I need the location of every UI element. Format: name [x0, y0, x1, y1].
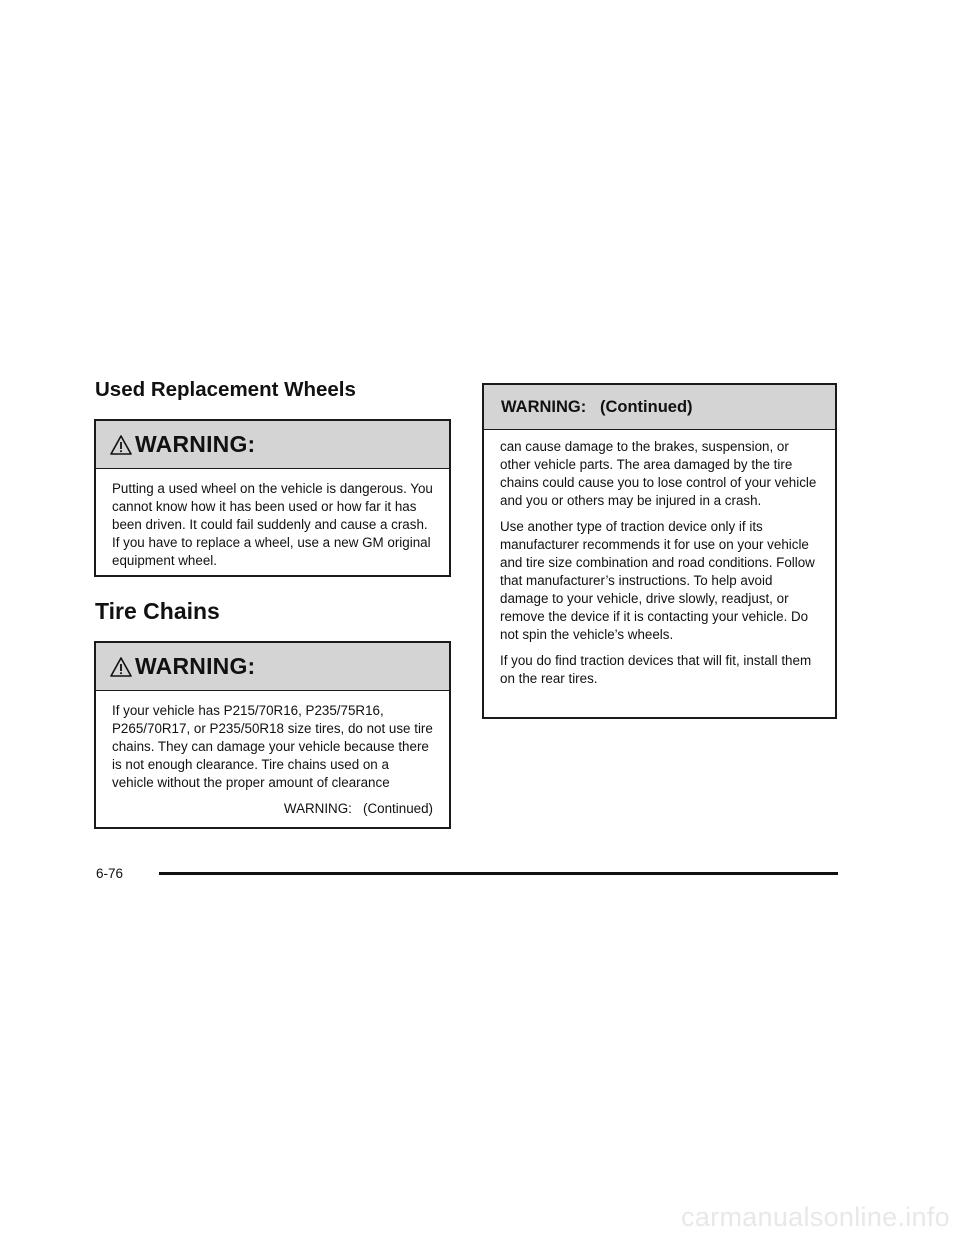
warning-text: If your vehicle has P215/70R16, P235/75R16, P265/70R17, or P235/50R18 size tires, do not use tire chains. They can damage your vehicle because there is not enough clearance. Tire chains used on a vehicle without the proper amount of clearance: [112, 703, 433, 790]
section-heading-tire-chains: Tire Chains: [95, 598, 220, 624]
warning-box-continued: [482, 383, 837, 719]
warning-triangle-icon: [110, 434, 132, 456]
warning-box-tire-chains: [94, 641, 451, 829]
warning-continued-note: WARNING: (Continued): [283, 801, 433, 816]
warning-box-used-wheels: [94, 419, 451, 577]
page-number: 6-76: [96, 866, 124, 881]
watermark: carmanualsonline.info: [681, 1202, 950, 1232]
warning-triangle-icon: [110, 656, 132, 678]
warning-header: [96, 643, 449, 691]
warning-title: WARNING:: [135, 431, 256, 457]
warning-paragraph: Use another type of traction device only if its manufacturer recommends it for use on your vehicle and tire size combination and road conditions. Follow that manufacturer’s instructions. To help avoid damage to your vehicle, drive slowly, readjust, or remove the device if it is contacting your vehicle. Do not spin the vehicle’s wheels.: [500, 519, 815, 642]
footer-rule: [159, 872, 838, 875]
warning-header: [96, 421, 449, 469]
warning-body: [96, 691, 449, 818]
warning-paragraph: If you do find traction devices that will fit, install them on the rear tires.: [500, 653, 812, 686]
warning-continued-body: [484, 430, 835, 688]
warning-continued-header: [484, 385, 835, 430]
warning-text: Putting a used wheel on the vehicle is dangerous. You cannot know how it has been used or how far it has been driven. It could fail suddenly and cause a crash. If you have to replace a wheel, use a new GM original equipment wheel.: [112, 481, 433, 568]
warning-title: WARNING:: [135, 653, 256, 679]
warning-continued-title: WARNING: (Continued): [501, 397, 693, 416]
warning-body: [96, 469, 449, 570]
warning-paragraph: can cause damage to the brakes, suspension, or other vehicle parts. The area damaged by the tire chains could cause you to lose control of your vehicle and you or others may be injured in a crash.: [500, 439, 817, 508]
section-heading-used-replacement-wheels: Used Replacement Wheels: [95, 378, 356, 401]
